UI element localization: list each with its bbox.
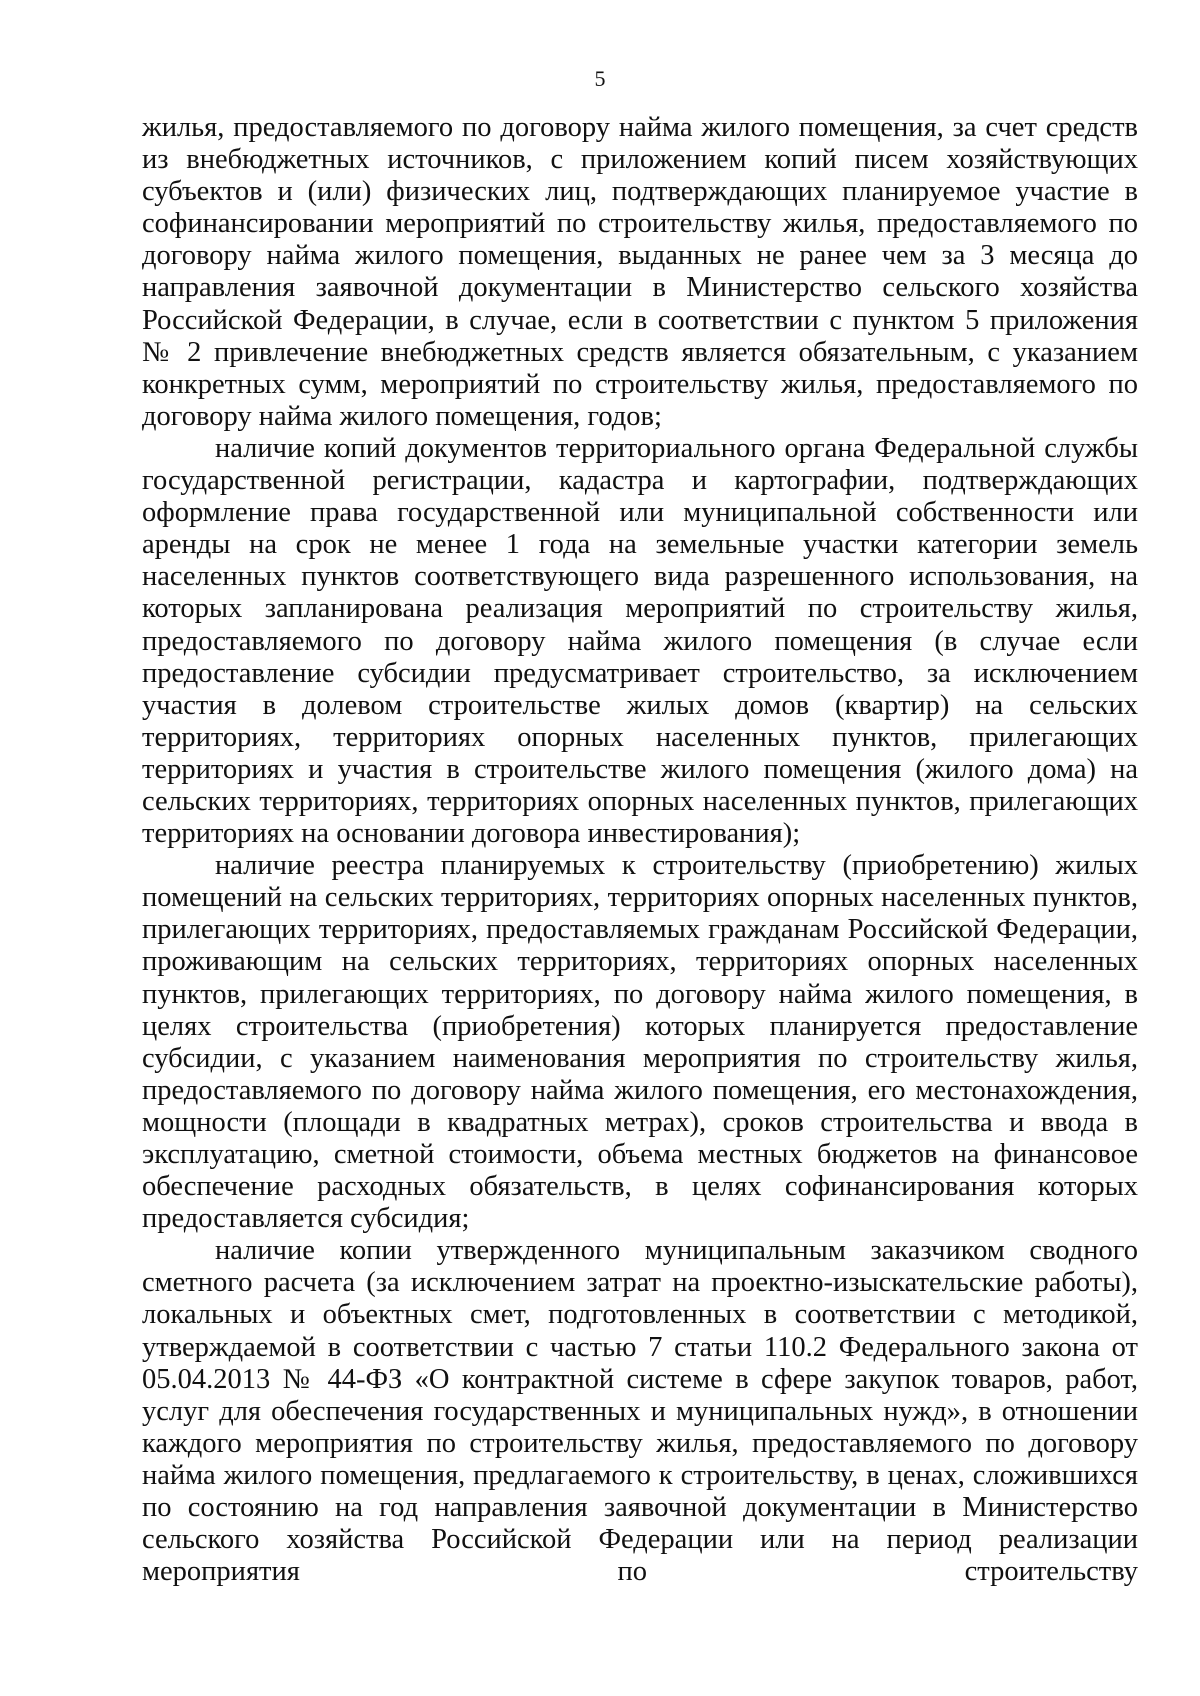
- paragraph-continuation: жилья, предоставляемого по договору найма жилого помещения, за счет средств из внебюджетных источников, с приложением копий писем хозяйствующих субъектов и (или) физических лиц, подтверждающих планируемое участие в софинансировании мероприятий по строительству жилья, предоставляемого по договору найма жилого помещения, выданных не ранее чем за 3 месяца до направления заявочной документации в Министерство сельского хозяйства Российской Федерации, в случае, если в соответствии с пунктом 5 приложения № 2 привлечение внебюджетных средств является обязательным, с указанием конкретных сумм, мероприятий по строительству жилья, предоставляемого по договору найма жилого помещения, годов;: [142, 112, 1138, 432]
- paragraph-estimate-copy: наличие копии утвержденного муниципальным заказчиком сводного сметного расчета (за исключением затрат на проектно-изыскательские работы), локальных и объектных смет, подготовленных в соответствии с методикой, утверждаемой в соответствии с частью 7 статьи 110.2 Федерального закона от 05.04.2013 № 44-ФЗ «О контрактной системе в сфере закупок товаров, работ, услуг для обеспечения государственных и муниципальных нужд», в отношении каждого мероприятия по строительству жилья, предоставляемого по договору найма жилого помещения, предлагаемого к строительству, в ценах, сложившихся по состоянию на год направления заявочной документации в Министерство сельского хозяйства Российской Федерации или на период реализации мероприятия по строительству: [142, 1235, 1138, 1588]
- paragraph-housing-registry: наличие реестра планируемых к строительству (приобретению) жилых помещений на сельских территориях, территориях опорных населенных пунктов, прилегающих территориях, предоставляемых гражданам Российской Федерации, проживающим на сельских территориях, территориях опорных населенных пунктов, прилегающих территориях, по договору найма жилого помещения, в целях строительства (приобретения) которых планируется предоставление субсидии, с указанием наименования мероприятия по строительству жилья, предоставляемого по договору найма жилого помещения, его местонахождения, мощности (площади в квадратных метрах), сроков строительства и ввода в эксплуатацию, сметной стоимости, объема местных бюджетов на финансовое обеспечение расходных обязательств, в целях софинансирования которых предоставляется субсидия;: [142, 850, 1138, 1235]
- page-number: 5: [594, 66, 606, 91]
- paragraph-land-rights: наличие копий документов территориального органа Федеральной службы государственной регистрации, кадастра и картографии, подтверждающих оформление права государственной или муниципальной собственности или аренды на срок не менее 1 года на земельные участки категории земель населенных пунктов соответствующего вида разрешенного использования, на которых запланирована реализация мероприятий по строительству жилья, предоставляемого по договору найма жилого помещения (в случае если предоставление субсидии предусматривает строительство, за исключением участия в долевом строительстве жилых домов (квартир) на сельских территориях, территориях опорных населенных пунктов, прилегающих территориях и участия в строительстве жилого помещения (жилого дома) на сельских территориях, территориях опорных населенных пунктов, прилегающих территориях на основании договора инвестирования);: [142, 432, 1138, 850]
- document-body: [142, 112, 1138, 1588]
